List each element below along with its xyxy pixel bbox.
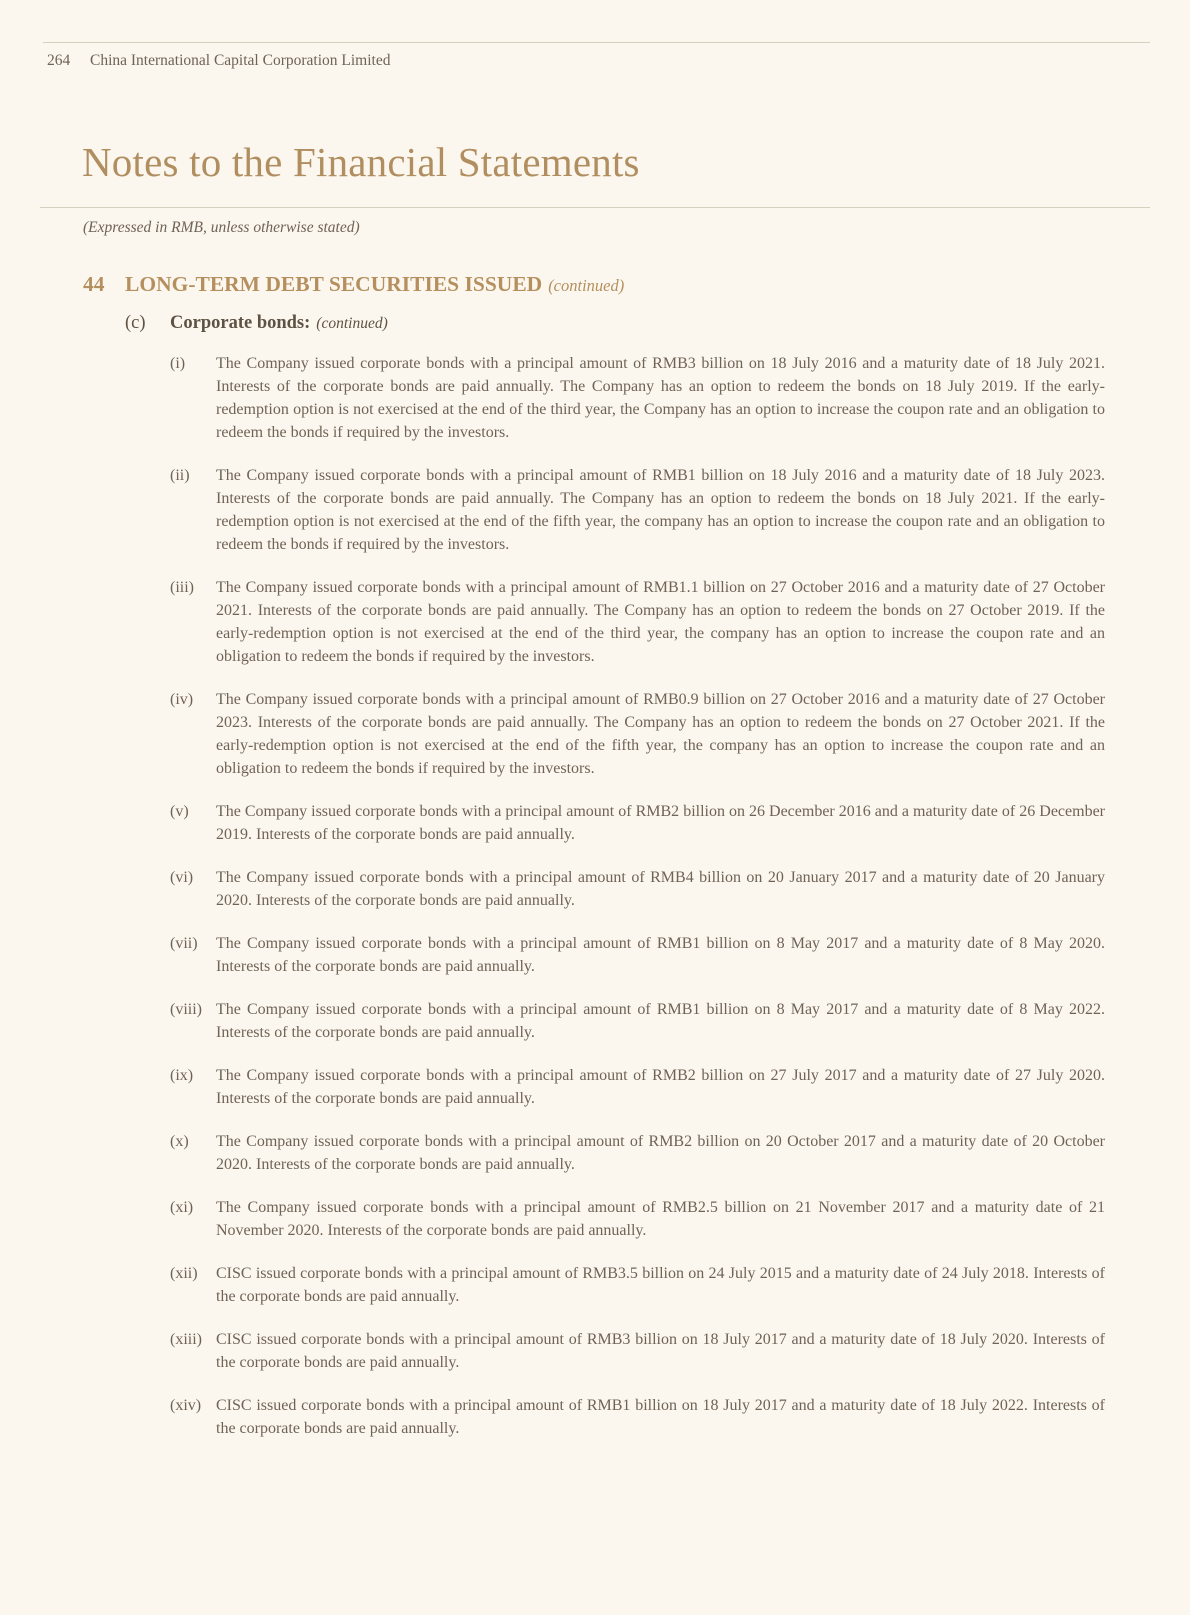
item-text: The Company issued corporate bonds with a principal amount of RMB4 billion on 20 January 2017 and a maturity date of 20 January 2020. Interests of the corporate bonds are paid annually. bbox=[216, 869, 1105, 909]
subsection-label: (c) bbox=[125, 313, 146, 333]
list-item bbox=[170, 998, 1105, 1044]
list-item bbox=[170, 1064, 1105, 1110]
item-text: CISC issued corporate bonds with a principal amount of RMB3.5 billion on 24 July 2015 and a maturity date of 24 July 2018. Interests of the corporate bonds are paid annually. bbox=[216, 1265, 1105, 1305]
item-text: The Company issued corporate bonds with a principal amount of RMB2 billion on 26 December 2016 and a maturity date of 26 December 2019. Interests of the corporate bonds are paid annually. bbox=[216, 803, 1105, 843]
item-text: The Company issued corporate bonds with a principal amount of RMB1 billion on 8 May 2017 and a maturity date of 8 May 2020. Interests of the corporate bonds are paid annually. bbox=[216, 935, 1105, 975]
item-text: The Company issued corporate bonds with a principal amount of RMB3 billion on 18 July 2016 and a maturity date of 18 July 2021. Interests of the corporate bonds are paid annually. The Company has an option to redeem the bonds on 18 July 2019. If the early-redemption option is not exercised at the end of the third year, the Company has an option to increase the coupon rate and an obligation to redeem the bonds if required by the investors. bbox=[216, 355, 1105, 441]
item-numeral: (xiv) bbox=[170, 1397, 202, 1414]
item-text: The Company issued corporate bonds with a principal amount of RMB1 billion on 8 May 2017 and a maturity date of 8 May 2022. Interests of the corporate bonds are paid annually. bbox=[216, 1001, 1105, 1041]
item-numeral: (v) bbox=[170, 803, 189, 820]
currency-note: (Expressed in RMB, unless otherwise stated) bbox=[83, 219, 360, 236]
item-numeral: (vi) bbox=[170, 869, 194, 886]
bond-items-list bbox=[170, 352, 1105, 1460]
item-text: The Company issued corporate bonds with a principal amount of RMB0.9 billion on 27 October 2016 and a maturity date of 27 October 2023. Interests of the corporate bonds are paid annually. The Company has an option to redeem the bonds on 27 October 2021. If the early-redemption option is not exercised at the end of the fifth year, the company has an option to increase the coupon rate and an obligation to redeem the bonds if required by the investors. bbox=[216, 691, 1105, 777]
list-item bbox=[170, 576, 1105, 668]
list-item bbox=[170, 800, 1105, 846]
item-text: The Company issued corporate bonds with a principal amount of RMB1.1 billion on 27 October 2016 and a maturity date of 27 October 2021. Interests of the corporate bonds are paid annually. The Company has an option to redeem the bonds on 27 October 2019. If the early-redemption option is not exercised at the end of the third year, the company has an option to increase the coupon rate and an obligation to redeem the bonds if required by the investors. bbox=[216, 579, 1105, 665]
item-numeral: (ix) bbox=[170, 1067, 194, 1084]
section-title: LONG-TERM DEBT SECURITIES ISSUED bbox=[125, 272, 543, 296]
page-number: 264 bbox=[47, 52, 71, 69]
title-divider-rule bbox=[40, 207, 1150, 208]
item-numeral: (xi) bbox=[170, 1199, 194, 1216]
section-continued-label: (continued) bbox=[548, 276, 625, 295]
list-item bbox=[170, 464, 1105, 556]
item-numeral: (xii) bbox=[170, 1265, 198, 1282]
list-item bbox=[170, 688, 1105, 780]
list-item bbox=[170, 352, 1105, 444]
list-item bbox=[170, 866, 1105, 912]
subsection-title: Corporate bonds: bbox=[170, 313, 311, 333]
item-numeral: (iv) bbox=[170, 691, 194, 708]
item-text: The Company issued corporate bonds with a principal amount of RMB2 billion on 20 October 2017 and a maturity date of 20 October 2020. Interests of the corporate bonds are paid annually. bbox=[216, 1133, 1105, 1173]
list-item bbox=[170, 1196, 1105, 1242]
section-number: 44 bbox=[83, 272, 105, 296]
list-item bbox=[170, 932, 1105, 978]
header-divider-rule bbox=[43, 42, 1150, 43]
item-numeral: (vii) bbox=[170, 935, 198, 952]
item-text: CISC issued corporate bonds with a principal amount of RMB3 billion on 18 July 2017 and a maturity date of 18 July 2020. Interests of the corporate bonds are paid annually. bbox=[216, 1331, 1105, 1371]
page-title: Notes to the Financial Statements bbox=[82, 139, 640, 185]
item-text: The Company issued corporate bonds with a principal amount of RMB2.5 billion on 21 November 2017 and a maturity date of 21 November 2020. Interests of the corporate bonds are paid annually. bbox=[216, 1199, 1105, 1239]
item-text: The Company issued corporate bonds with a principal amount of RMB2 billion on 27 July 2017 and a maturity date of 27 July 2020. Interests of the corporate bonds are paid annually. bbox=[216, 1067, 1105, 1107]
section-heading bbox=[83, 272, 624, 297]
subsection-continued-label: (continued) bbox=[316, 315, 388, 332]
item-numeral: (i) bbox=[170, 355, 186, 372]
running-header bbox=[47, 52, 390, 70]
list-item bbox=[170, 1328, 1105, 1374]
list-item bbox=[170, 1394, 1105, 1440]
subsection-heading bbox=[125, 313, 388, 334]
company-name: China International Capital Corporation Limited bbox=[90, 52, 391, 69]
item-numeral: (xiii) bbox=[170, 1331, 202, 1348]
item-numeral: (x) bbox=[170, 1133, 189, 1150]
item-numeral: (iii) bbox=[170, 579, 194, 596]
item-text: CISC issued corporate bonds with a principal amount of RMB1 billion on 18 July 2017 and a maturity date of 18 July 2022. Interests of the corporate bonds are paid annually. bbox=[216, 1397, 1105, 1437]
item-text: The Company issued corporate bonds with a principal amount of RMB1 billion on 18 July 2016 and a maturity date of 18 July 2023. Interests of the corporate bonds are paid annually. The Company has an option to redeem the bonds on 18 July 2021. If the early-redemption option is not exercised at the end of the fifth year, the company has an option to increase the coupon rate and an obligation to redeem the bonds if required by the investors. bbox=[216, 467, 1105, 553]
item-numeral: (ii) bbox=[170, 467, 190, 484]
item-numeral: (viii) bbox=[170, 1001, 202, 1018]
list-item bbox=[170, 1262, 1105, 1308]
list-item bbox=[170, 1130, 1105, 1176]
